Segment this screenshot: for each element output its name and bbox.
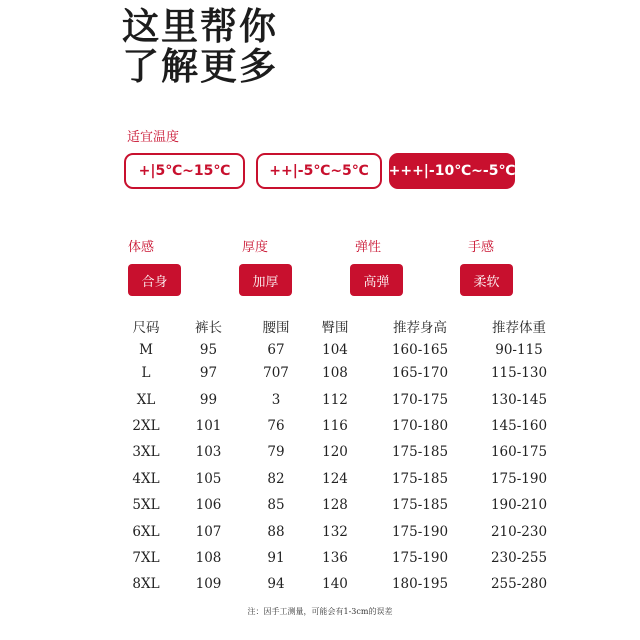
- cell-size: 2XL: [132, 417, 160, 434]
- cell-hip: 104: [322, 342, 348, 358]
- temperature-option-very-cold-selected: +++|-10℃~-5℃: [389, 153, 515, 189]
- cell-waist: 76: [267, 417, 285, 434]
- cell-recommended-height: 160-165: [391, 342, 449, 358]
- cell-hip: 136: [322, 549, 348, 566]
- fit-label: 体感: [128, 240, 155, 255]
- cell-recommended-weight: 90-115: [495, 342, 543, 358]
- cell-size: 3XL: [132, 444, 160, 461]
- cell-pants-length: 109: [195, 576, 222, 593]
- cell-waist: 91: [267, 549, 285, 566]
- cell-size: M: [139, 342, 153, 358]
- header-waist: 腰围: [262, 320, 290, 336]
- cell-waist: 88: [267, 523, 285, 540]
- cell-pants-length: 107: [195, 523, 222, 540]
- size-row: [122, 518, 563, 544]
- size-chart-table: [122, 312, 563, 598]
- hand-feel-label: 手感: [468, 240, 495, 255]
- temperature-option-mild: +|5℃~15℃: [124, 153, 245, 189]
- elasticity-value-badge: 高弹: [350, 264, 403, 296]
- size-row: [122, 386, 563, 412]
- size-row: [122, 413, 563, 439]
- cell-size: L: [141, 365, 151, 382]
- cell-pants-length: 101: [195, 417, 222, 434]
- cell-recommended-height: 175-190: [391, 549, 449, 566]
- header-size: 尺码: [132, 320, 160, 336]
- cell-recommended-height: 170-175: [391, 391, 449, 408]
- cell-recommended-weight: 160-175: [490, 444, 548, 461]
- cell-hip: 124: [322, 470, 348, 487]
- size-row: [122, 492, 563, 518]
- cell-pants-length: 108: [195, 549, 222, 566]
- cell-recommended-height: 175-185: [391, 444, 449, 461]
- header-recommended-weight: 推荐体重: [492, 320, 546, 336]
- cell-waist: 3: [271, 391, 281, 408]
- cell-recommended-height: 180-195: [391, 576, 449, 593]
- fit-value-badge: 合身: [128, 264, 181, 296]
- cell-waist: 85: [267, 497, 285, 514]
- thickness-value-badge: 加厚: [239, 264, 292, 296]
- thickness-label: 厚度: [242, 240, 269, 255]
- cell-pants-length: 97: [199, 365, 218, 382]
- cell-waist: 82: [267, 470, 285, 487]
- cell-recommended-height: 170-180: [391, 417, 449, 434]
- cell-recommended-weight: 145-160: [490, 417, 548, 434]
- cell-recommended-weight: 115-130: [490, 365, 548, 382]
- size-row: [122, 466, 563, 492]
- temperature-option-cold: ++|-5℃~5℃: [256, 153, 382, 189]
- cell-recommended-height: 175-185: [391, 497, 449, 514]
- hand-feel-value-badge: 柔软: [460, 264, 513, 296]
- cell-pants-length: 95: [199, 342, 218, 358]
- cell-waist: 79: [267, 444, 285, 461]
- cell-recommended-weight: 210-230: [490, 523, 548, 540]
- temperature-label: 适宜温度: [127, 130, 180, 145]
- cell-hip: 120: [322, 444, 348, 461]
- cell-size: 7XL: [132, 549, 160, 566]
- cell-size: 6XL: [132, 523, 160, 540]
- cell-hip: 128: [322, 497, 348, 514]
- cell-size: 5XL: [132, 497, 160, 514]
- cell-recommended-height: 175-190: [391, 523, 449, 540]
- cell-size: 4XL: [132, 470, 160, 487]
- cell-hip: 116: [322, 417, 348, 434]
- header-pants-length: 裤长: [195, 320, 222, 336]
- size-row: [122, 340, 563, 360]
- cell-size: 8XL: [132, 576, 160, 593]
- page-title-line-2: 了解更多: [122, 45, 278, 88]
- cell-hip: 132: [322, 523, 348, 540]
- size-row: [122, 545, 563, 571]
- cell-recommended-height: 165-170: [391, 365, 449, 382]
- elasticity-label: 弹性: [355, 240, 382, 255]
- cell-recommended-weight: 190-210: [490, 497, 548, 514]
- cell-pants-length: 106: [195, 497, 222, 514]
- cell-waist: 67: [267, 342, 285, 358]
- cell-hip: 140: [322, 576, 348, 593]
- header-hip: 臀围: [321, 320, 349, 336]
- cell-pants-length: 105: [195, 470, 222, 487]
- cell-recommended-weight: 130-145: [490, 391, 548, 408]
- cell-recommended-weight: 255-280: [490, 576, 548, 593]
- cell-waist: 94: [267, 576, 285, 593]
- cell-recommended-height: 175-185: [391, 470, 449, 487]
- size-row: [122, 360, 563, 386]
- cell-pants-length: 99: [199, 391, 218, 408]
- size-row: [122, 571, 563, 597]
- size-row: [122, 439, 563, 465]
- header-recommended-height: 推荐身高: [393, 320, 447, 336]
- measurement-note: 注：因手工测量，可能会有1-3cm的误差: [247, 607, 393, 616]
- cell-recommended-weight: 175-190: [490, 470, 548, 487]
- cell-hip: 108: [322, 365, 348, 382]
- page-title-line-1: 这里帮你: [122, 5, 278, 48]
- cell-recommended-weight: 230-255: [490, 549, 548, 566]
- cell-waist: 707: [263, 365, 289, 382]
- cell-pants-length: 103: [195, 444, 222, 461]
- cell-hip: 112: [322, 391, 348, 408]
- cell-size: XL: [136, 391, 156, 408]
- size-chart-header-row: [122, 312, 563, 340]
